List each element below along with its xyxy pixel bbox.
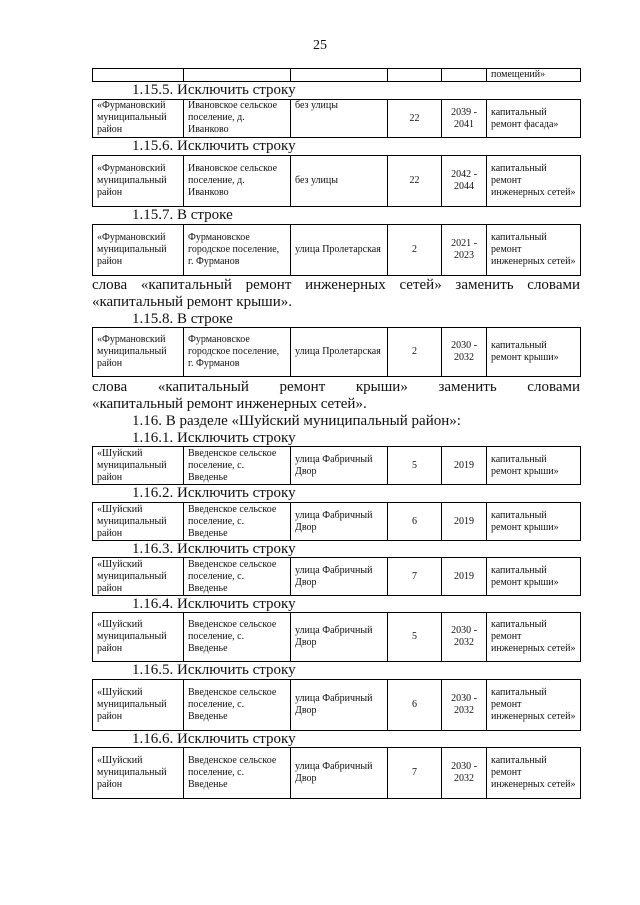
cell-settlement xyxy=(184,69,291,82)
cell-work: капитальный ремонт инженерных сетей» xyxy=(487,613,581,662)
cell-district xyxy=(93,69,184,82)
cell-settlement: Введенское сельское поселение, с. Введенье xyxy=(184,558,291,596)
cell-house: 5 xyxy=(388,447,442,485)
table-row xyxy=(92,747,581,799)
heading-1-16-2: 1.16.2. Исключить строку xyxy=(132,485,296,501)
cell-district: «Шуйский муниципальный район xyxy=(93,558,184,596)
cell-work: капитальный ремонт крыши» xyxy=(487,328,581,377)
cell-district: «Фурмановский муниципальный район xyxy=(93,225,184,276)
cell-street: улица Фабричный Двор xyxy=(291,613,388,662)
cell-work: капитальный ремонт инженерных сетей» xyxy=(487,156,581,207)
cell-settlement: Фурмановское городское поселение, г. Фурманов xyxy=(184,328,291,377)
heading-1-16-4: 1.16.4. Исключить строку xyxy=(132,596,296,612)
cell-street: улица Фабричный Двор xyxy=(291,748,388,799)
cell-settlement: Введенское сельское поселение, с. Введенье xyxy=(184,503,291,541)
cell-work: капитальный ремонт инженерных сетей» xyxy=(487,748,581,799)
cell-district: «Фурмановский муниципальный район xyxy=(93,328,184,377)
cell-house: 6 xyxy=(388,503,442,541)
table-row xyxy=(92,612,581,662)
cell-settlement: Фурмановское городское поселение, г. Фурманов xyxy=(184,225,291,276)
cell-house: 5 xyxy=(388,613,442,662)
cell-street: улица Фабричный Двор xyxy=(291,447,388,485)
cell-house: 7 xyxy=(388,558,442,596)
page-number: 25 xyxy=(313,38,327,53)
cell-work: капитальный ремонт крыши» xyxy=(487,447,581,485)
cell-period: 2030 - 2032 xyxy=(442,748,487,799)
cell-district: «Фурмановский муниципальный район xyxy=(93,156,184,207)
cell-house: 2 xyxy=(388,328,442,377)
table-row xyxy=(92,99,581,138)
heading-1-16: 1.16. В разделе «Шуйский муниципальный район»: xyxy=(132,413,461,429)
cell-work: помещений» xyxy=(487,69,581,82)
cell-settlement: Введенское сельское поселение, с. Введенье xyxy=(184,748,291,799)
table-row xyxy=(92,446,581,485)
cell-work: капитальный ремонт крыши» xyxy=(487,503,581,541)
heading-1-15-6: 1.15.6. Исключить строку xyxy=(132,138,296,154)
cell-settlement: Ивановское сельское поселение, д. Иванково xyxy=(184,156,291,207)
cell-street: улица Фабричный Двор xyxy=(291,503,388,541)
cell-house: 22 xyxy=(388,156,442,207)
table-row xyxy=(92,327,581,377)
table-row xyxy=(92,68,581,82)
cell-work: капитальный ремонт инженерных сетей» xyxy=(487,680,581,731)
cell-period xyxy=(442,69,487,82)
cell-house: 2 xyxy=(388,225,442,276)
heading-1-15-5: 1.15.5. Исключить строку xyxy=(132,82,296,98)
heading-1-15-8: 1.15.8. В строке xyxy=(132,311,233,327)
cell-period: 2019 xyxy=(442,447,487,485)
paragraph-line: слова «капитальный ремонт инженерных сетей» заменить словами xyxy=(92,277,580,293)
cell-period: 2042 - 2044 xyxy=(442,156,487,207)
heading-1-16-1: 1.16.1. Исключить строку xyxy=(132,430,296,446)
heading-1-16-5: 1.16.5. Исключить строку xyxy=(132,662,296,678)
table-row xyxy=(92,557,581,596)
cell-period: 2030 - 2032 xyxy=(442,613,487,662)
cell-settlement: Введенское сельское поселение, с. Введенье xyxy=(184,447,291,485)
cell-district: «Шуйский муниципальный район xyxy=(93,447,184,485)
cell-work: капитальный ремонт фасада» xyxy=(487,100,581,138)
paragraph-line: «капитальный ремонт инженерных сетей». xyxy=(92,396,367,412)
cell-settlement: Введенское сельское поселение, с. Введенье xyxy=(184,680,291,731)
cell-house: 7 xyxy=(388,748,442,799)
cell-period: 2030 - 2032 xyxy=(442,680,487,731)
heading-1-15-7: 1.15.7. В строке xyxy=(132,207,233,223)
cell-period: 2021 - 2023 xyxy=(442,225,487,276)
cell-district: «Шуйский муниципальный район xyxy=(93,613,184,662)
cell-work: капитальный ремонт крыши» xyxy=(487,558,581,596)
paragraph-line: слова «капитальный ремонт крыши» заменить словами xyxy=(92,379,580,395)
table-row xyxy=(92,224,581,276)
heading-1-16-6: 1.16.6. Исключить строку xyxy=(132,731,296,747)
cell-street: улица Фабричный Двор xyxy=(291,558,388,596)
cell-street: без улицы xyxy=(291,100,388,138)
heading-1-16-3: 1.16.3. Исключить строку xyxy=(132,541,296,557)
cell-street: без улицы xyxy=(291,156,388,207)
cell-house xyxy=(388,69,442,82)
cell-street: улица Пролетарская xyxy=(291,225,388,276)
paragraph-line: «капитальный ремонт крыши». xyxy=(92,294,292,310)
cell-settlement: Ивановское сельское поселение, д. Иванково xyxy=(184,100,291,138)
cell-district: «Шуйский муниципальный район xyxy=(93,748,184,799)
cell-period: 2019 xyxy=(442,503,487,541)
cell-house: 22 xyxy=(388,100,442,138)
cell-house: 6 xyxy=(388,680,442,731)
cell-district: «Фурмановский муниципальный район xyxy=(93,100,184,138)
cell-work: капитальный ремонт инженерных сетей» xyxy=(487,225,581,276)
cell-period: 2030 - 2032 xyxy=(442,328,487,377)
cell-district: «Шуйский муниципальный район xyxy=(93,680,184,731)
cell-street xyxy=(291,69,388,82)
cell-period: 2039 - 2041 xyxy=(442,100,487,138)
cell-street: улица Фабричный Двор xyxy=(291,680,388,731)
table-row xyxy=(92,155,581,207)
cell-street: улица Пролетарская xyxy=(291,328,388,377)
table-row xyxy=(92,679,581,731)
cell-settlement: Введенское сельское поселение, с. Введенье xyxy=(184,613,291,662)
table-row xyxy=(92,502,581,541)
cell-period: 2019 xyxy=(442,558,487,596)
cell-district: «Шуйский муниципальный район xyxy=(93,503,184,541)
